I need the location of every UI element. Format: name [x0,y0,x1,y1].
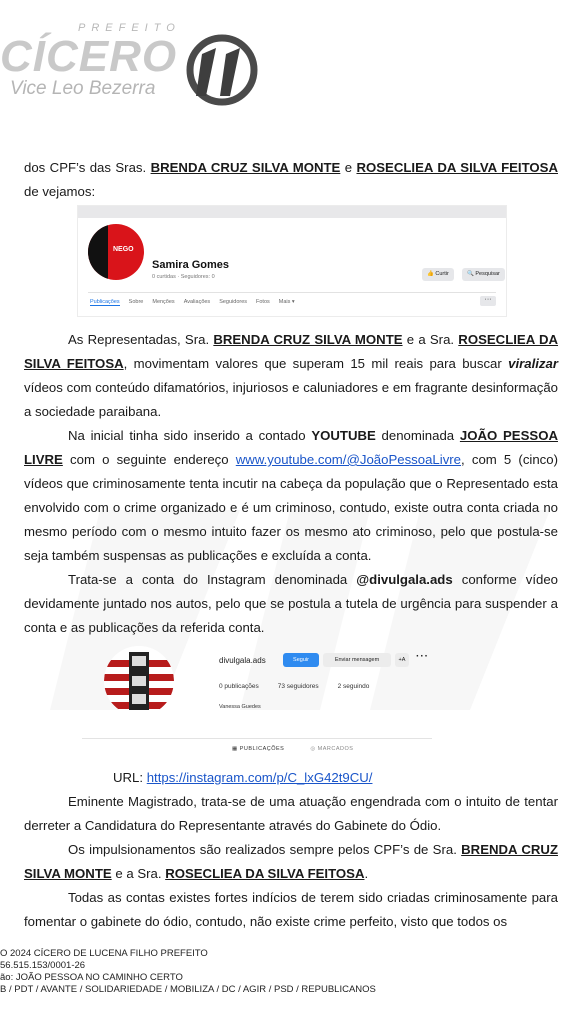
divider [88,292,496,293]
text: As Representadas, Sra. [68,332,214,347]
text: Todas as contas existes fortes indícios de terem sido criadas criminosamente para fomentar o gabinete do ódio, contudo, não existe crime perfeito, visto que todos os [24,890,558,929]
text: , movimentam valores que superam 15 mil reais para buscar [123,356,509,371]
instagram-profile-screenshot [82,642,432,762]
text: e [340,160,357,175]
tab-publicacoes[interactable]: ▦ PUBLICAÇÕES [232,746,285,752]
instagram-handle: @divulgala.ads [356,572,453,587]
avatar[interactable] [88,224,144,280]
avatar-text: NEGO [113,246,134,253]
tab-mais[interactable]: Mais ▾ [278,299,295,305]
instagram-link[interactable]: https://instagram.com/p/C_lxG42t9CU/ [146,770,373,785]
search-label: Pesquisar [475,271,500,277]
youtube-label: YOUTUBE [311,428,376,443]
profile-tabs [232,746,353,752]
name-brenda: BRENDA CRUZ SILVA MONTE [150,160,341,175]
channel-name: JOÃO PESSOA LIVRE [24,428,558,467]
body-section-1 [24,328,558,640]
name-brenda: BRENDA CRUZ SILVA MONTE [213,332,403,347]
url-line [24,766,558,790]
text: Os impulsionamentos são realizados sempre pelos CPF’s de Sra. [68,842,462,857]
text: Eminente Magistrado, trata-se de uma atuação engendrada com o intuito de tentar derreter a Candidatura do Representante através do Gabinete do Ódio. [24,794,558,833]
text: . [364,866,369,881]
campaign-footer [0,948,376,996]
send-message-button[interactable]: Enviar mensagem [323,653,391,667]
logo-main-text: CÍCERO [0,32,178,81]
name-rosecliea: ROSECLIEA DA SILVA FEITOSA [165,866,365,881]
text: denominada [375,428,460,443]
paragraph-impulsionamentos [24,838,558,886]
text: de vejamos: [24,184,96,199]
text: Na inicial tinha sido inserido a contado [68,428,312,443]
tab-seguidores[interactable]: Seguidores [219,299,248,305]
body-section-2 [24,766,558,934]
name-brenda: BRENDA CRUZ SILVA MONTE [24,842,558,881]
paragraph-intro [24,156,558,204]
paragraph-representadas [24,328,558,424]
text: , com 5 (cinco) vídeos que criminosamente tenta incutir na cabeça da população que o Representado esta envolvido com o crime organizado e é um criminoso, contudo, existe outra conta criada no mesmo período com o mesmo intuito fazer os mesmo ato criminoso, pelo que postula-se seja também suspensas as publicações e excluída a conta. [24,452,558,563]
text: e a Sra. [111,866,166,881]
divider [82,738,432,739]
url-label: URL: [113,770,147,785]
text: dos CPF’s das Sras. [24,160,151,175]
cover-photo [78,206,506,218]
paragraph-contas [24,886,558,934]
following-count[interactable]: 2 seguindo [337,683,370,690]
like-label: Curtir [435,271,449,277]
footer-line: O 2024 CÍCERO DE LUCENA FILHO PREFEITO [0,948,208,959]
text: conforme vídeo devidamente juntado nos autos, pelo que se postula a tutela de urgência para suspender a conta e as publicações da referida conta. [24,572,558,635]
emphasis-viralizar: viralizar [508,356,558,371]
text: e a Sra. [402,332,459,347]
posts-count[interactable]: 0 publicações [219,683,259,690]
tab-avaliacoes[interactable]: Avaliações [183,299,211,305]
profile-tabs [90,299,295,306]
bio-name: Vanessa Guedes [219,704,261,710]
footer-line: B / PDT / AVANTE / SOLIDARIEDADE / MOBILIZA / DC / AGIR / PSD / REPUBLICANOS [0,984,376,995]
tab-marcados[interactable]: ◎ MARCADOS [310,746,354,752]
follow-button[interactable]: Seguir [283,653,319,667]
profile-name: Samira Gomes [152,259,230,271]
facebook-profile-screenshot [78,206,506,316]
tab-mencoes[interactable]: Menções [152,299,175,305]
more-options-icon[interactable]: ··· [416,651,429,662]
footer-line: 56.515.153/0001-26 [0,960,86,971]
text: com o seguinte endereço [62,452,236,467]
username: divulgala.ads [219,656,266,665]
search-button[interactable]: 🔍 Pesquisar [462,268,505,281]
followers-count[interactable]: 73 seguidores [277,683,319,690]
tab-sobre[interactable]: Sobre [128,299,144,305]
campaign-logo [0,18,280,108]
profile-stats: 0 curtidas · Seguidores: 0 [152,274,215,280]
paragraph-magistrado [24,790,558,838]
profile-stats [219,683,388,690]
logo-top-text: PREFEITO [78,22,181,34]
like-button[interactable]: 👍 Curtir [422,268,454,281]
text: vídeos com conteúdo difamatórios, injuriosos e caluniadores e em fragrante desinformação a sociedade paraibana. [24,380,558,419]
more-options-button[interactable]: ··· [480,296,496,306]
tab-publicacoes[interactable]: Publicações [90,299,120,305]
name-rosecliea: ROSECLIEA DA SILVA FEITOSA [24,332,559,371]
text: Trata-se a conta do Instagram denominada [68,572,357,587]
logo-number-11-icon [170,34,265,106]
paragraph-instagram [24,568,558,640]
tab-fotos[interactable]: Fotos [256,299,270,305]
paragraph-youtube [24,424,558,568]
logo-subtitle: Vice Leo Bezerra [10,78,156,99]
footer-line: ão: JOÃO PESSOA NO CAMINHO CERTO [0,972,183,983]
youtube-link[interactable]: www.youtube.com/@JoãoPessoaLivre [235,452,462,467]
name-rosecliea: ROSECLIEA DA SILVA FEITOSA [356,160,558,175]
avatar[interactable] [104,646,174,716]
add-person-icon[interactable]: +A [395,653,409,667]
